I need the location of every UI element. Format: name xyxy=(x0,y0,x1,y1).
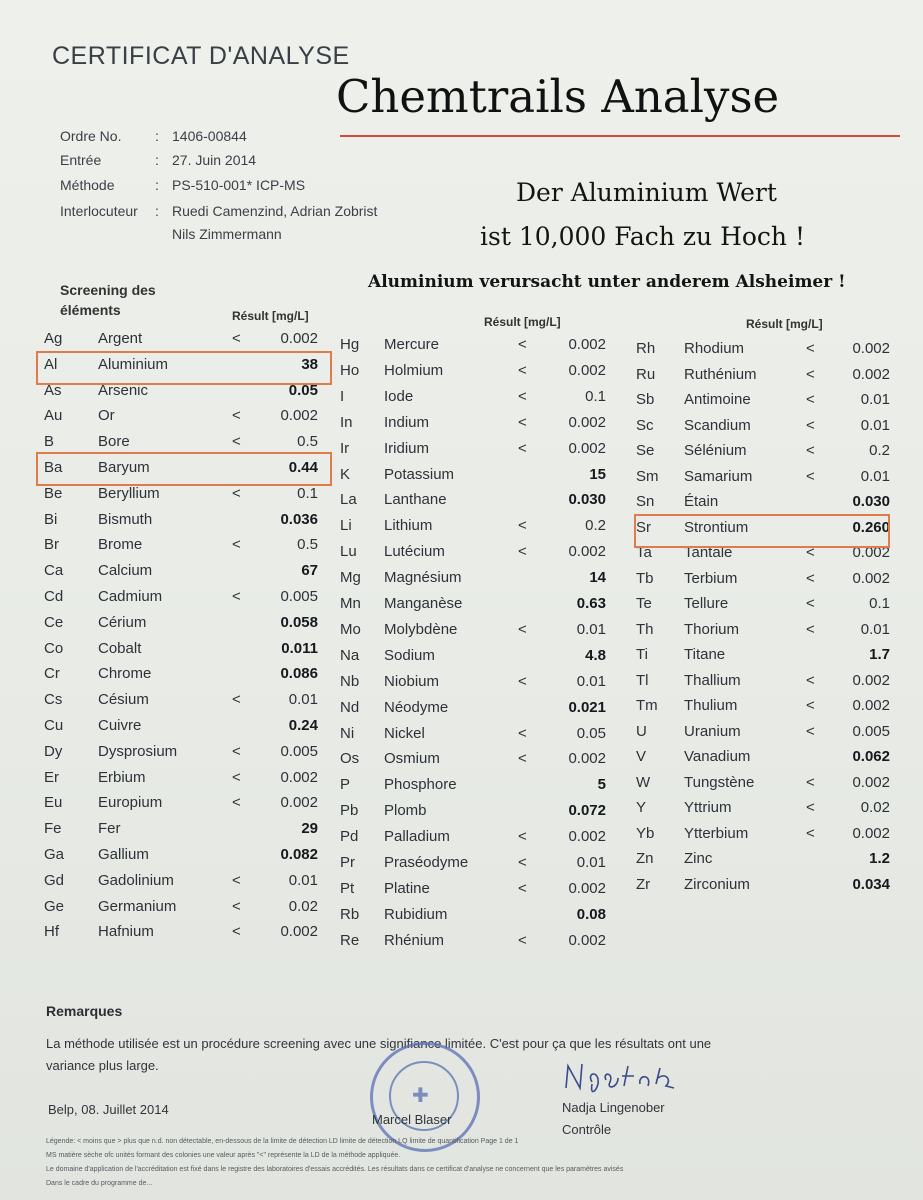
less-than-sign: < xyxy=(232,923,241,940)
result-value: 0.1 xyxy=(297,485,318,502)
result-value: 0.01 xyxy=(576,854,606,871)
result-value: 0.005 xyxy=(280,743,318,760)
less-than-sign: < xyxy=(518,336,527,353)
element-symbol: As xyxy=(44,382,62,399)
element-name: Antimoine xyxy=(684,391,751,408)
element-symbol: Sb xyxy=(636,391,655,408)
element-symbol: La xyxy=(340,491,357,508)
subtitle-aluminium-value: Der Aluminium Wert xyxy=(516,178,777,207)
element-name: Néodyme xyxy=(384,699,449,716)
element-name: Césium xyxy=(98,691,149,708)
element-symbol: Sm xyxy=(636,468,659,485)
element-name: Lithium xyxy=(384,517,433,534)
info-label-entry: Entrée xyxy=(60,152,102,168)
element-symbol: Ge xyxy=(44,898,65,915)
element-name: Scandium xyxy=(684,417,751,434)
element-name: Germanium xyxy=(98,898,177,915)
signer1-name: Marcel Blaser xyxy=(372,1112,452,1127)
info-colon: : xyxy=(155,203,159,219)
result-value: 0.5 xyxy=(297,433,318,450)
result-header-col2: Résult [mg/L] xyxy=(484,315,561,329)
result-value: 0.086 xyxy=(280,665,318,682)
result-value: 0.2 xyxy=(585,517,606,534)
result-value: 0.002 xyxy=(280,923,318,940)
element-name: Titane xyxy=(684,646,726,663)
less-than-sign: < xyxy=(232,536,241,553)
result-value: 0.05 xyxy=(288,382,318,399)
element-symbol: K xyxy=(340,466,351,483)
less-than-sign: < xyxy=(232,743,241,760)
element-name: Iridium xyxy=(384,440,430,457)
less-than-sign: < xyxy=(518,880,527,897)
info-colon: : xyxy=(155,152,159,168)
element-symbol: Er xyxy=(44,769,59,786)
less-than-sign: < xyxy=(806,595,815,612)
result-value: 5 xyxy=(597,776,606,793)
element-name: Strontium xyxy=(684,519,749,536)
element-name: Praséodyme xyxy=(384,854,469,871)
element-symbol: U xyxy=(636,723,647,740)
result-value: 0.002 xyxy=(852,340,890,357)
element-name: Ytterbium xyxy=(684,825,749,842)
element-symbol: Hg xyxy=(340,336,360,353)
element-symbol: Ru xyxy=(636,366,656,383)
element-symbol: Sn xyxy=(636,493,655,510)
element-name: Tungstène xyxy=(684,774,755,791)
less-than-sign: < xyxy=(806,621,815,638)
result-value: 0.01 xyxy=(860,391,890,408)
less-than-sign: < xyxy=(518,362,527,379)
element-name: Europium xyxy=(98,794,163,811)
result-value: 0.030 xyxy=(852,493,890,510)
result-value: 0.002 xyxy=(568,336,606,353)
result-value: 0.002 xyxy=(568,828,606,845)
element-name: Phosphore xyxy=(384,776,457,793)
result-value: 0.260 xyxy=(852,519,890,536)
result-value: 0.002 xyxy=(852,672,890,689)
info-value-contact: Ruedi Camenzind, Adrian Zobrist xyxy=(172,203,378,219)
less-than-sign: < xyxy=(232,872,241,889)
element-symbol: Pd xyxy=(340,828,359,845)
less-than-sign: < xyxy=(806,442,815,459)
handwritten-signature xyxy=(562,1058,692,1098)
result-value: 0.002 xyxy=(280,407,318,424)
element-name: Beryllium xyxy=(98,485,160,502)
element-name: Lutécium xyxy=(384,543,445,560)
title-underline xyxy=(340,135,900,137)
signer2-name: Nadja Lingenober xyxy=(562,1100,665,1115)
element-name: Molybdène xyxy=(384,621,458,638)
less-than-sign: < xyxy=(232,588,241,605)
element-name: Bismuth xyxy=(98,511,153,528)
element-name: Tellure xyxy=(684,595,729,612)
element-symbol: Yb xyxy=(636,825,655,842)
element-symbol: Tb xyxy=(636,570,654,587)
element-name: Indium xyxy=(384,414,430,431)
result-header-col1: Résult [mg/L] xyxy=(232,309,309,323)
less-than-sign: < xyxy=(518,517,527,534)
info-value-contact-2: Nils Zimmermann xyxy=(172,226,282,242)
element-name: Chrome xyxy=(98,665,152,682)
highlight-box-aluminium xyxy=(36,351,332,385)
info-label-contact: Interlocuteur xyxy=(60,203,138,219)
element-symbol: Gd xyxy=(44,872,65,889)
result-value: 0.058 xyxy=(280,614,318,631)
element-name: Potassium xyxy=(384,466,455,483)
result-value: 0.002 xyxy=(568,932,606,949)
element-name: Holmium xyxy=(384,362,444,379)
element-symbol: In xyxy=(340,414,353,431)
less-than-sign: < xyxy=(518,725,527,742)
element-name: Hafnium xyxy=(98,923,154,940)
less-than-sign: < xyxy=(806,340,815,357)
element-name: Bore xyxy=(98,433,130,450)
element-name: Platine xyxy=(384,880,430,897)
element-symbol: Zr xyxy=(636,876,651,893)
element-name: Cuivre xyxy=(98,717,142,734)
less-than-sign: < xyxy=(518,621,527,638)
stamp-cross-icon: ✚ xyxy=(412,1085,429,1107)
result-value: 0.01 xyxy=(576,673,606,690)
result-value: 0.062 xyxy=(852,748,890,765)
element-name: Samarium xyxy=(684,468,753,485)
element-symbol: Nb xyxy=(340,673,360,690)
result-value: 0.011 xyxy=(281,640,318,657)
less-than-sign: < xyxy=(518,673,527,690)
result-value: 0.002 xyxy=(568,543,606,560)
result-value: 0.021 xyxy=(568,699,606,716)
result-value: 0.05 xyxy=(576,725,606,742)
highlight-box-strontium xyxy=(634,514,890,548)
remarks-text-line2: variance plus large. xyxy=(46,1058,159,1073)
element-symbol: V xyxy=(636,748,647,765)
info-colon: : xyxy=(155,177,159,193)
info-value-entry: 27. Juin 2014 xyxy=(172,152,257,168)
element-symbol: Tm xyxy=(636,697,658,714)
element-symbol: B xyxy=(44,433,55,450)
element-symbol: Na xyxy=(340,647,360,664)
less-than-sign: < xyxy=(518,414,527,431)
result-value: 0.005 xyxy=(852,723,890,740)
result-value: 0.072 xyxy=(568,802,606,819)
element-symbol: Be xyxy=(44,485,63,502)
element-symbol: Lu xyxy=(340,543,357,560)
less-than-sign: < xyxy=(518,750,527,767)
element-name: Thulium xyxy=(684,697,738,714)
result-value: 0.1 xyxy=(585,388,606,405)
element-name: Gallium xyxy=(98,846,149,863)
less-than-sign: < xyxy=(806,723,815,740)
result-value: 15 xyxy=(589,466,606,483)
less-than-sign: < xyxy=(806,799,815,816)
less-than-sign: < xyxy=(232,407,241,424)
element-name: Magnésium xyxy=(384,569,462,586)
element-name: Palladium xyxy=(384,828,450,845)
element-name: Brome xyxy=(98,536,143,553)
element-name: Arsenic xyxy=(98,382,149,399)
element-symbol: P xyxy=(340,776,351,793)
element-symbol: Rh xyxy=(636,340,656,357)
result-value: 0.002 xyxy=(568,750,606,767)
less-than-sign: < xyxy=(806,544,815,561)
result-value: 0.1 xyxy=(869,595,890,612)
result-value: 0.036 xyxy=(280,511,318,528)
result-value: 0.002 xyxy=(280,330,318,347)
element-name: Sélénium xyxy=(684,442,747,459)
result-value: 1.7 xyxy=(869,646,890,663)
result-value: 0.01 xyxy=(288,691,318,708)
less-than-sign: < xyxy=(806,570,815,587)
element-name: Yttrium xyxy=(684,799,732,816)
element-symbol: Eu xyxy=(44,794,63,811)
element-symbol: Os xyxy=(340,750,360,767)
element-symbol: Re xyxy=(340,932,360,949)
element-symbol: Br xyxy=(44,536,59,553)
info-value-method: PS-510-001* ICP-MS xyxy=(172,177,306,193)
result-value: 0.002 xyxy=(852,366,890,383)
element-name: Terbium xyxy=(684,570,738,587)
element-name: Fer xyxy=(98,820,121,837)
element-name: Cérium xyxy=(98,614,147,631)
element-symbol: Se xyxy=(636,442,655,459)
legend-line4: Dans le cadre du programme de... xyxy=(46,1180,153,1187)
element-symbol: Te xyxy=(636,595,652,612)
info-label-order: Ordre No. xyxy=(60,128,122,144)
element-name: Ruthénium xyxy=(684,366,757,383)
element-symbol: Mg xyxy=(340,569,361,586)
element-name: Zirconium xyxy=(684,876,750,893)
element-name: Niobium xyxy=(384,673,440,690)
main-title: Chemtrails Analyse xyxy=(336,70,780,123)
element-symbol: Sc xyxy=(636,417,654,434)
element-symbol: Al xyxy=(44,356,58,373)
result-value: 0.002 xyxy=(568,414,606,431)
result-value: 0.002 xyxy=(852,774,890,791)
result-value: 0.01 xyxy=(860,468,890,485)
element-name: Étain xyxy=(684,493,719,510)
signer2-role: Contrôle xyxy=(562,1122,612,1137)
element-name: Rhodium xyxy=(684,340,745,357)
result-value: 0.005 xyxy=(280,588,318,605)
result-value: 0.01 xyxy=(860,417,890,434)
result-value: 4.8 xyxy=(585,647,606,664)
result-value: 0.5 xyxy=(297,536,318,553)
result-value: 0.002 xyxy=(852,570,890,587)
less-than-sign: < xyxy=(806,468,815,485)
element-name: Erbium xyxy=(98,769,146,786)
result-value: 38 xyxy=(301,356,318,373)
element-symbol: Mn xyxy=(340,595,361,612)
less-than-sign: < xyxy=(806,366,815,383)
result-value: 0.002 xyxy=(852,825,890,842)
result-header-col3: Résult [mg/L] xyxy=(746,317,823,331)
result-value: 0.082 xyxy=(280,846,318,863)
less-than-sign: < xyxy=(518,932,527,949)
less-than-sign: < xyxy=(518,828,527,845)
element-name: Or xyxy=(98,407,115,424)
element-symbol: I xyxy=(340,388,345,405)
place-date: Belp, 08. Juillet 2014 xyxy=(48,1102,169,1117)
less-than-sign: < xyxy=(232,898,241,915)
result-value: 0.002 xyxy=(568,362,606,379)
element-name: Manganèse xyxy=(384,595,463,612)
result-value: 0.02 xyxy=(288,898,318,915)
element-symbol: Mo xyxy=(340,621,361,638)
result-value: 0.002 xyxy=(280,769,318,786)
element-name: Rubidium xyxy=(384,906,448,923)
element-symbol: Pt xyxy=(340,880,355,897)
remarks-heading: Remarques xyxy=(46,1003,123,1019)
official-stamp xyxy=(370,1042,480,1152)
less-than-sign: < xyxy=(806,672,815,689)
result-value: 0.08 xyxy=(576,906,606,923)
element-symbol: Tl xyxy=(636,672,649,689)
element-name: Osmium xyxy=(384,750,440,767)
result-value: 0.01 xyxy=(288,872,318,889)
result-value: 0.2 xyxy=(869,442,890,459)
less-than-sign: < xyxy=(518,440,527,457)
element-name: Cadmium xyxy=(98,588,163,605)
element-symbol: Li xyxy=(340,517,352,534)
result-value: 0.01 xyxy=(860,621,890,638)
result-value: 0.002 xyxy=(852,544,890,561)
less-than-sign: < xyxy=(232,330,241,347)
result-value: 1.2 xyxy=(869,850,890,867)
legend-line2: MS matière sèche ofc unités formant des colonies une valeur après "<" représente la LD de la méthode appliquée. xyxy=(46,1152,401,1159)
element-name: Cobalt xyxy=(98,640,142,657)
element-name: Plomb xyxy=(384,802,427,819)
element-name: Thallium xyxy=(684,672,741,689)
result-value: 0.02 xyxy=(860,799,890,816)
element-symbol: Ni xyxy=(340,725,355,742)
element-name: Sodium xyxy=(384,647,435,664)
info-colon: : xyxy=(155,128,159,144)
result-value: 14 xyxy=(589,569,606,586)
result-value: 67 xyxy=(301,562,318,579)
element-name: Calcium xyxy=(98,562,153,579)
result-value: 0.002 xyxy=(280,794,318,811)
element-name: Iode xyxy=(384,388,414,405)
element-name: Vanadium xyxy=(684,748,751,765)
element-symbol: Rb xyxy=(340,906,360,923)
legend-line1: Légende: < moins que > plus que n.d. non détectable, en-dessous de la limite de détection LD limite de détection LQ limite de quantification Page 1 de 1 xyxy=(46,1138,519,1145)
result-value: 29 xyxy=(301,820,318,837)
result-value: 0.44 xyxy=(288,459,318,476)
result-value: 0.63 xyxy=(576,595,606,612)
element-symbol: Ir xyxy=(340,440,350,457)
screening-header-line1: Screening des xyxy=(60,282,156,298)
element-symbol: Co xyxy=(44,640,64,657)
element-symbol: Hf xyxy=(44,923,59,940)
element-name: Rhénium xyxy=(384,932,445,949)
element-symbol: Y xyxy=(636,799,647,816)
result-value: 0.002 xyxy=(852,697,890,714)
element-symbol: Ba xyxy=(44,459,63,476)
element-symbol: Dy xyxy=(44,743,63,760)
result-value: 0.24 xyxy=(288,717,318,734)
element-symbol: Au xyxy=(44,407,63,424)
element-symbol: Th xyxy=(636,621,654,638)
legend-line3: Le domaine d'application de l'accréditation est fixé dans le registre des laboratoires d'essais accrédités. Les résultats dans ce certificat d'analyse ne concernent que les paramètres avisés xyxy=(46,1166,624,1173)
element-name: Tantale xyxy=(684,544,733,561)
element-symbol: Ti xyxy=(636,646,648,663)
element-name: Aluminium xyxy=(98,356,169,373)
element-symbol: Pr xyxy=(340,854,355,871)
element-symbol: Ce xyxy=(44,614,64,631)
element-symbol: Cu xyxy=(44,717,64,734)
less-than-sign: < xyxy=(232,691,241,708)
element-name: Argent xyxy=(98,330,143,347)
less-than-sign: < xyxy=(232,769,241,786)
element-name: Dysprosium xyxy=(98,743,178,760)
result-value: 0.01 xyxy=(576,621,606,638)
element-symbol: Cr xyxy=(44,665,60,682)
element-symbol: Ho xyxy=(340,362,360,379)
result-value: 0.030 xyxy=(568,491,606,508)
less-than-sign: < xyxy=(806,825,815,842)
element-symbol: Cd xyxy=(44,588,64,605)
element-symbol: Cs xyxy=(44,691,63,708)
element-symbol: Zn xyxy=(636,850,654,867)
element-name: Lanthane xyxy=(384,491,447,508)
element-name: Thorium xyxy=(684,621,740,638)
element-symbol: Pb xyxy=(340,802,359,819)
result-value: 0.002 xyxy=(568,880,606,897)
element-symbol: Ga xyxy=(44,846,65,863)
element-name: Zinc xyxy=(684,850,713,867)
subtitle-factor: ist 10,000 Fach zu Hoch ! xyxy=(480,222,806,251)
less-than-sign: < xyxy=(518,854,527,871)
info-value-order: 1406-00844 xyxy=(172,128,247,144)
element-name: Nickel xyxy=(384,725,425,742)
element-name: Baryum xyxy=(98,459,150,476)
element-symbol: Fe xyxy=(44,820,62,837)
result-value: 0.002 xyxy=(568,440,606,457)
highlight-box-baryum xyxy=(36,452,332,486)
less-than-sign: < xyxy=(806,697,815,714)
result-value: 0.034 xyxy=(852,876,890,893)
element-symbol: Ta xyxy=(636,544,652,561)
element-symbol: Ag xyxy=(44,330,63,347)
element-symbol: Bi xyxy=(44,511,58,528)
less-than-sign: < xyxy=(232,794,241,811)
element-name: Gadolinium xyxy=(98,872,174,889)
less-than-sign: < xyxy=(806,774,815,791)
less-than-sign: < xyxy=(518,388,527,405)
screening-header-line2: éléments xyxy=(60,302,121,318)
less-than-sign: < xyxy=(806,391,815,408)
subtitle-alzheimer: Aluminium verursacht unter anderem Alsheimer ! xyxy=(368,272,846,292)
less-than-sign: < xyxy=(518,543,527,560)
element-name: Uranium xyxy=(684,723,741,740)
info-label-method: Méthode xyxy=(60,177,115,193)
element-symbol: Nd xyxy=(340,699,360,716)
remarks-text-line1: La méthode utilisée est un procédure screening avec une signifiance limitée. C'est pour ça que les résultats ont une xyxy=(46,1036,712,1051)
less-than-sign: < xyxy=(232,433,241,450)
certificate-label: CERTIFICAT D'ANALYSE xyxy=(52,42,350,70)
element-symbol: Sr xyxy=(636,519,651,536)
element-name: Mercure xyxy=(384,336,440,353)
element-symbol: Ca xyxy=(44,562,64,579)
element-symbol: W xyxy=(636,774,651,791)
less-than-sign: < xyxy=(806,417,815,434)
less-than-sign: < xyxy=(232,485,241,502)
